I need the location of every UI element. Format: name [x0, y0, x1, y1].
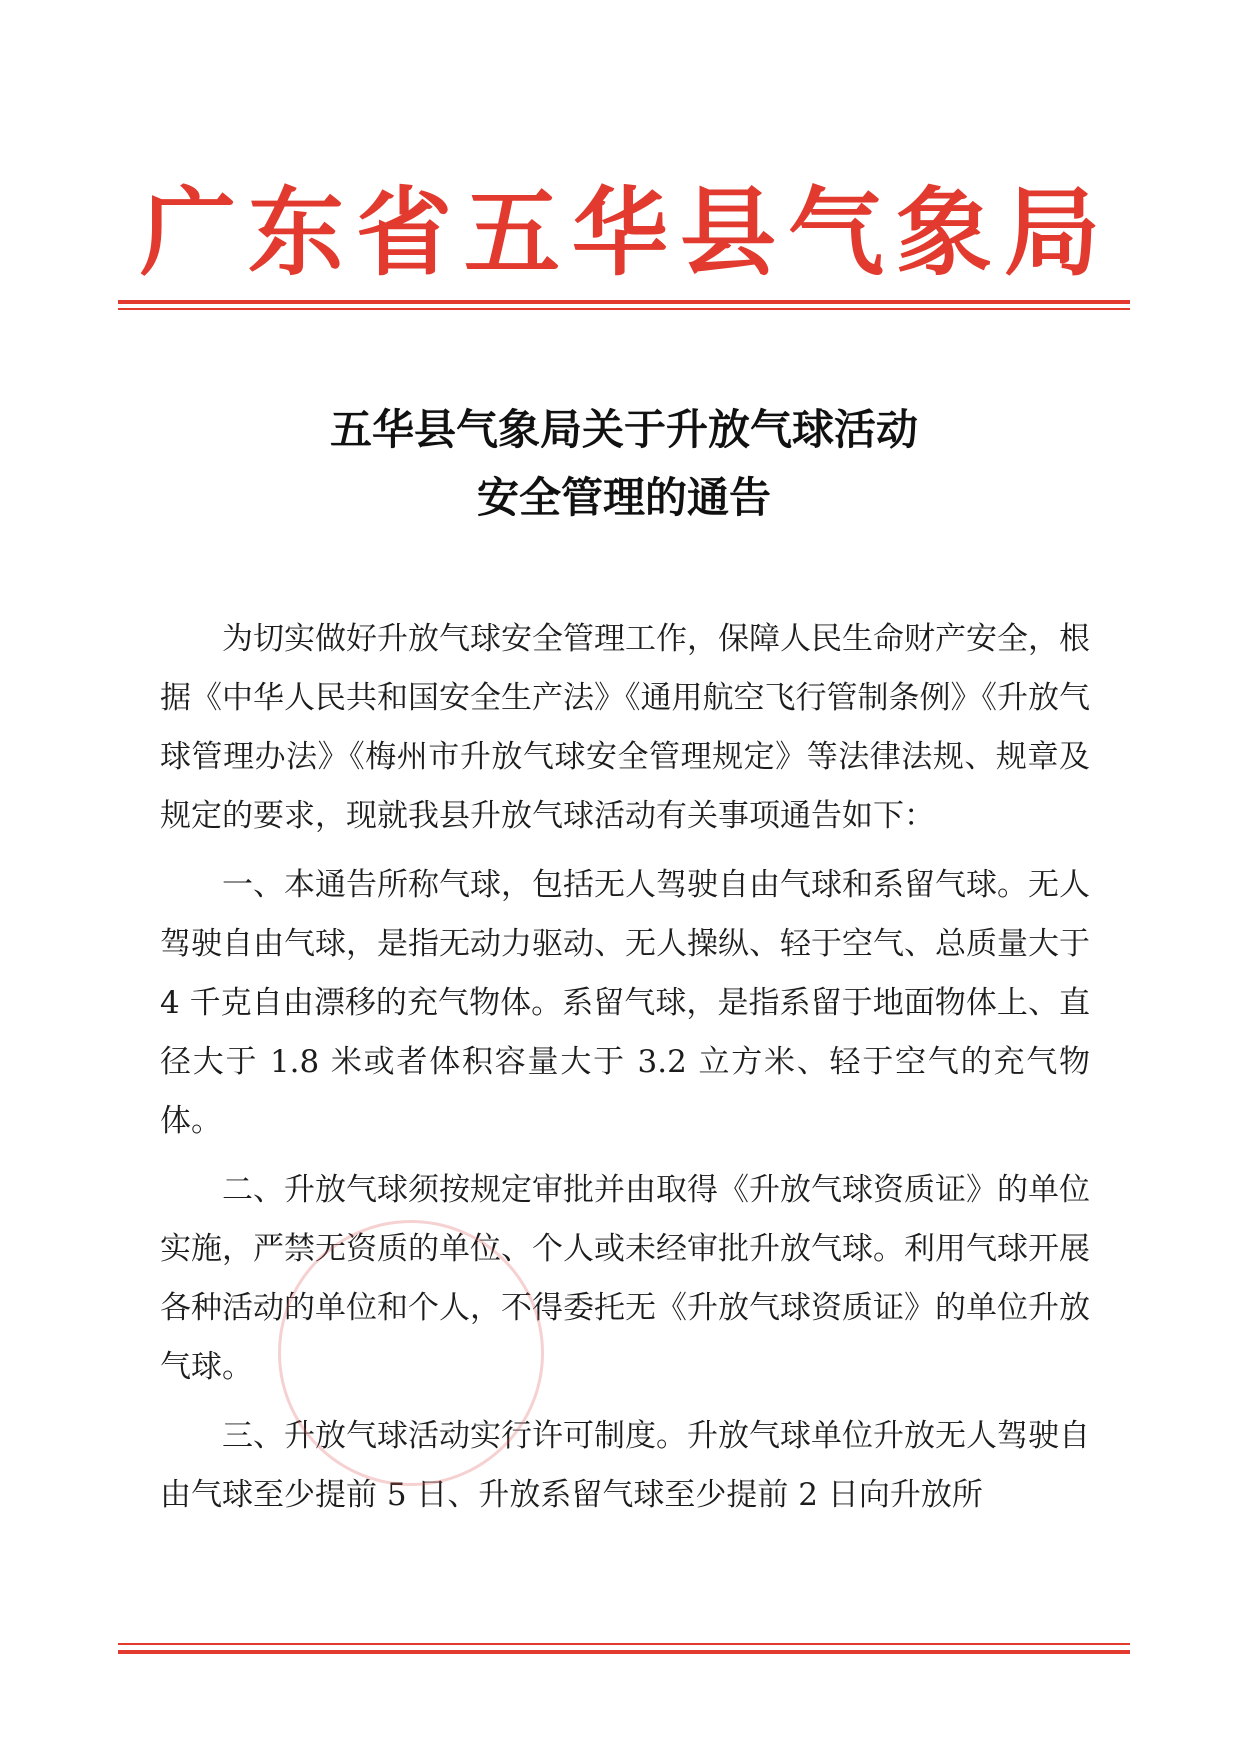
- letterhead-char: 气: [788, 177, 884, 289]
- paragraph-item-3: 三、升放气球活动实行许可制度。升放气球单位升放无人驾驶自由气球至少提前 5 日、升放系留气球至少提前 2 日向升放所: [160, 1418, 1090, 1513]
- footer-divider-thick: [118, 1650, 1130, 1654]
- letterhead-char: 东: [248, 177, 344, 289]
- header-divider-thick: [118, 300, 1130, 304]
- document-body: [160, 610, 1090, 1535]
- letterhead-char: 省: [356, 177, 452, 289]
- letterhead-char: 象: [896, 177, 992, 289]
- paragraph-item-2: 二、升放气球须按规定审批并由取得《升放气球资质证》的单位实施，严禁无资质的单位、个人或未经审批升放气球。利用气球开展各种活动的单位和个人，不得委托无《升放气球资质证》的单位升放气球。: [160, 1172, 1090, 1385]
- document-title-line-2: 安全管理的通告: [476, 473, 771, 522]
- letterhead-char: 县: [680, 177, 776, 289]
- document-title-line-1: 五华县气象局关于升放气球活动: [329, 405, 918, 454]
- letterhead-char: 华: [572, 177, 668, 289]
- letterhead-char: 广: [140, 177, 236, 289]
- paragraph-item-1: 一、本通告所称气球，包括无人驾驶自由气球和系留气球。无人驾驶自由气球，是指无动力驱动、无人操纵、轻于空气、总质量大于 4 千克自由漂移的充气物体。系留气球，是指系留于地面物体上、直径大于 1.8 米或者体积容量大于 3.2 立方米、轻于空气的充气物体。: [160, 867, 1090, 1139]
- agency-letterhead: [140, 178, 1100, 288]
- letterhead-char: 局: [1004, 177, 1100, 289]
- paragraph-intro: 为切实做好升放气球安全管理工作，保障人民生命财产安全，根据《中华人民共和国安全生产法》《通用航空飞行管制条例》《升放气球管理办法》《梅州市升放气球安全管理规定》等法律法规、规章及规定的要求，现就我县升放气球活动有关事项通告如下：: [160, 621, 1090, 834]
- footer-divider-thin: [118, 1643, 1130, 1645]
- letterhead-char: 五: [464, 177, 560, 289]
- header-divider-thin: [118, 308, 1130, 310]
